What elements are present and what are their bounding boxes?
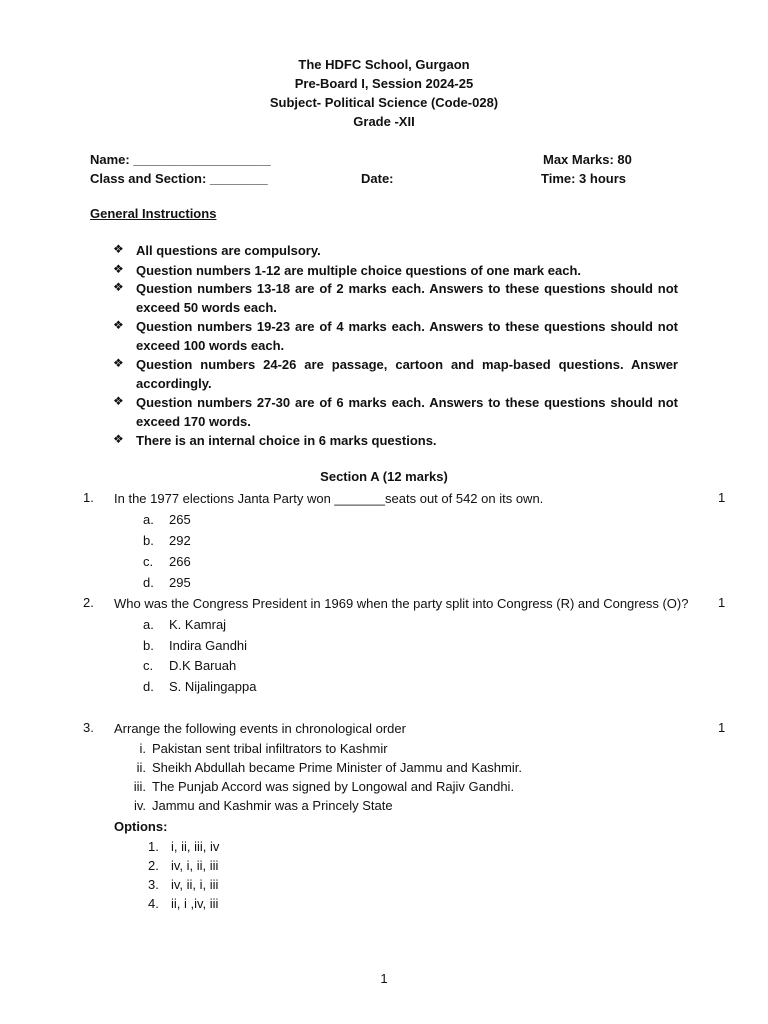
max-marks: Max Marks: 80 (543, 152, 632, 167)
bullet-icon: ❖ (113, 262, 124, 276)
option-text: 266 (169, 554, 191, 569)
section-a-title: Section A (12 marks) (320, 469, 448, 484)
option-text: i, ii, iii, iv (171, 839, 220, 854)
question-marks: 1 (718, 490, 726, 505)
instruction-item: Question numbers 1-12 are multiple choice questions of one mark each. (136, 263, 582, 278)
school-name: The HDFC School, Gurgaon (298, 57, 470, 72)
option-text: iv, ii, i, iii (171, 877, 219, 892)
option-label: d. (143, 575, 154, 590)
instruction-item: Question numbers 19-23 are of 4 marks each. Answers to these questions should not exceed 100 words each. (136, 319, 678, 353)
options-heading: Options: (114, 819, 168, 834)
option-label: b. (143, 638, 154, 653)
event-label: ii. (136, 760, 146, 775)
instruction-item: Question numbers 27-30 are of 6 marks each. Answers to these questions should not exceed 170 words. (136, 395, 678, 429)
question-marks: 1 (718, 595, 726, 610)
option-label: c. (143, 554, 154, 569)
class-section-field: Class and Section: ________ (90, 171, 268, 186)
event-text: Sheikh Abdullah became Prime Minister of Jammu and Kashmir. (152, 760, 522, 775)
option-text: D.K Baruah (169, 658, 237, 673)
question-text: Arrange the following events in chronological order (114, 721, 406, 736)
option-text: ii, i ,iv, iii (171, 896, 219, 911)
option-label: d. (143, 679, 154, 694)
option-label: 4. (148, 896, 159, 911)
event-text: The Punjab Accord was signed by Longowal and Rajiv Gandhi. (152, 779, 515, 794)
instruction-item: All questions are compulsory. (136, 243, 321, 258)
instructions-heading: General Instructions (90, 206, 217, 221)
bullet-icon: ❖ (113, 394, 124, 408)
name-field: Name: ___________________ (90, 152, 271, 167)
option-label: b. (143, 533, 154, 548)
event-label: i. (139, 741, 146, 756)
instruction-item: There is an internal choice in 6 marks questions. (136, 433, 437, 448)
grade-title: Grade -XII (353, 114, 415, 129)
option-text: K. Kamraj (169, 617, 227, 632)
question-number: 1. (83, 490, 94, 505)
option-label: a. (143, 512, 154, 527)
page-number: 1 (380, 971, 388, 986)
option-text: iv, i, ii, iii (171, 858, 219, 873)
bullet-icon: ❖ (113, 280, 124, 294)
date-field: Date: (361, 171, 394, 186)
option-text: 265 (169, 512, 191, 527)
question-text: In the 1977 elections Janta Party won _______seats out of 542 on its own. (114, 491, 544, 506)
option-label: 3. (148, 877, 159, 892)
event-text: Pakistan sent tribal infiltrators to Kashmir (152, 741, 388, 756)
instruction-item: Question numbers 24-26 are passage, cartoon and map-based questions. Answer accordingly. (136, 357, 678, 391)
option-text: 295 (169, 575, 191, 590)
exam-title: Pre-Board I, Session 2024-25 (294, 76, 474, 91)
event-label: iv. (133, 798, 146, 813)
bullet-icon: ❖ (113, 432, 124, 446)
option-label: 1. (148, 839, 159, 854)
event-label: iii. (133, 779, 146, 794)
option-label: 2. (148, 858, 159, 873)
option-text: Indira Gandhi (169, 638, 248, 653)
option-text: 292 (169, 533, 191, 548)
question-marks: 1 (718, 720, 726, 735)
option-label: a. (143, 617, 154, 632)
bullet-icon: ❖ (113, 318, 124, 332)
option-text: S. Nijalingappa (169, 679, 257, 694)
option-label: c. (143, 658, 154, 673)
question-number: 2. (83, 595, 94, 610)
subject-title: Subject- Political Science (Code-028) (269, 95, 499, 110)
instruction-item: Question numbers 13-18 are of 2 marks each. Answers to these questions should not exceed 50 words each. (136, 281, 678, 315)
event-text: Jammu and Kashmir was a Princely State (152, 798, 393, 813)
bullet-icon: ❖ (113, 242, 124, 256)
time-field: Time: 3 hours (541, 171, 627, 186)
bullet-icon: ❖ (113, 356, 124, 370)
question-number: 3. (83, 720, 94, 735)
question-text: Who was the Congress President in 1969 when the party split into Congress (R) and Congress (O)? (114, 596, 689, 611)
